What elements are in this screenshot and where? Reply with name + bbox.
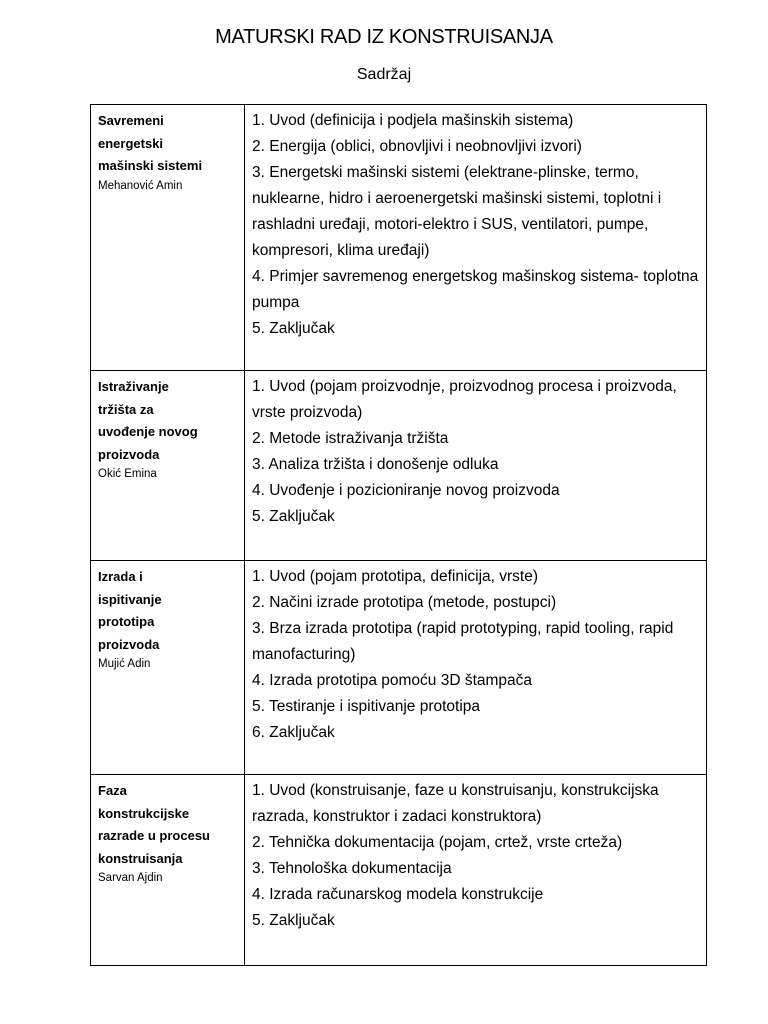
list-item: 2. Energija (oblici, obnovljivi i neobnovljivi izvori) bbox=[252, 138, 582, 155]
list-item: 3. Analiza tržišta i donošenje odluka bbox=[252, 456, 499, 473]
table-row bbox=[91, 371, 707, 561]
topic-line: konstrukcijske bbox=[98, 805, 190, 821]
author-name: Mehanović Amin bbox=[98, 179, 183, 192]
topic-cell bbox=[91, 561, 245, 775]
topic-line: Savremeni bbox=[98, 113, 164, 128]
list-item: 4. Uvođenje i pozicioniranje novog proizvoda bbox=[252, 482, 560, 499]
list-item: 4. Izrada računarskog modela konstrukcije bbox=[252, 886, 544, 903]
topic-line: ispitivanje bbox=[98, 591, 162, 607]
list-item: 6. Zaključak bbox=[252, 724, 335, 741]
document-title: MATURSKI RAD IZ KONSTRUISANJA bbox=[215, 26, 553, 48]
topic-line: prototipa bbox=[98, 614, 155, 629]
topic-line: Faza bbox=[98, 783, 127, 798]
list-item: 5. Testiranje i ispitivanje prototipa bbox=[252, 698, 481, 715]
topic-title bbox=[98, 376, 238, 466]
topic-line: uvođenje novog bbox=[98, 424, 198, 439]
list-item: 1. Uvod (definicija i podjela mašinskih sistema) bbox=[252, 112, 574, 129]
topic-line: konstruisanja bbox=[98, 850, 183, 866]
contents-cell bbox=[245, 561, 707, 775]
topic-title bbox=[98, 566, 238, 656]
list-item: 3. Energetski mašinski sistemi (elektrane-plinske, termo, nuklearne, hidro i aeroenergetski mašinski sistemi, toplotni i rashladni uređaji, motori-elektro i SUS, ventilatori, pumpe, kompresori, klima uređaji) bbox=[252, 164, 662, 259]
author-name: Sarvan Ajdin bbox=[98, 872, 163, 884]
topic-line: proizvoda bbox=[98, 446, 160, 462]
list-item: 5. Zaključak bbox=[252, 320, 335, 337]
list-item: 2. Metode istraživanja tržišta bbox=[252, 430, 449, 447]
list-item: 1. Uvod (konstruisanje, faze u konstruisanju, konstrukcijska razrada, konstruktor i zadaci konstruktora) bbox=[252, 782, 659, 825]
table-row bbox=[91, 775, 707, 966]
list-item: 4. Primjer savremenog energetskog mašinskog sistema- toplotna pumpa bbox=[252, 268, 699, 311]
list-item: 3. Tehnološka dokumentacija bbox=[252, 860, 452, 877]
topic-title bbox=[98, 780, 238, 870]
topic-cell bbox=[91, 775, 245, 966]
table-row bbox=[91, 105, 707, 371]
topic-line: tržišta za bbox=[98, 401, 154, 417]
topic-cell bbox=[91, 371, 245, 561]
list-item: 2. Načini izrade prototipa (metode, postupci) bbox=[252, 594, 557, 611]
contents-cell bbox=[245, 371, 707, 561]
topic-line: Istraživanje bbox=[98, 379, 169, 394]
list-item: 5. Zaključak bbox=[252, 508, 335, 525]
list-item: 2. Tehnička dokumentacija (pojam, crtež, vrste crteža) bbox=[252, 834, 623, 851]
list-item: 1. Uvod (pojam prototipa, definicija, vrste) bbox=[252, 568, 539, 585]
topic-line: Izrada i bbox=[98, 569, 143, 584]
topic-line: mašinski sistemi bbox=[98, 158, 203, 173]
list-item: 1. Uvod (pojam proizvodnje, proizvodnog procesa i proizvoda, vrste proizvoda) bbox=[252, 378, 677, 421]
topic-title bbox=[98, 110, 238, 178]
contents-heading: Sadržaj bbox=[356, 66, 412, 83]
topic-line: proizvoda bbox=[98, 636, 160, 652]
topic-line: razrade u procesu bbox=[98, 828, 210, 843]
list-item: 4. Izrada prototipa pomoću 3D štampača bbox=[252, 672, 533, 689]
list-item: 3. Brza izrada prototipa (rapid prototyping, rapid tooling, rapid manofacturing) bbox=[252, 620, 674, 663]
author-name: Okić Emina bbox=[98, 468, 157, 480]
topic-line: energetski bbox=[98, 135, 164, 151]
contents-table bbox=[90, 104, 707, 966]
contents-cell bbox=[245, 105, 707, 371]
author-name: Mujić Adin bbox=[98, 658, 151, 670]
table-row bbox=[91, 561, 707, 775]
contents-cell bbox=[245, 775, 707, 966]
topic-cell bbox=[91, 105, 245, 371]
list-item: 5. Zaključak bbox=[252, 912, 335, 929]
